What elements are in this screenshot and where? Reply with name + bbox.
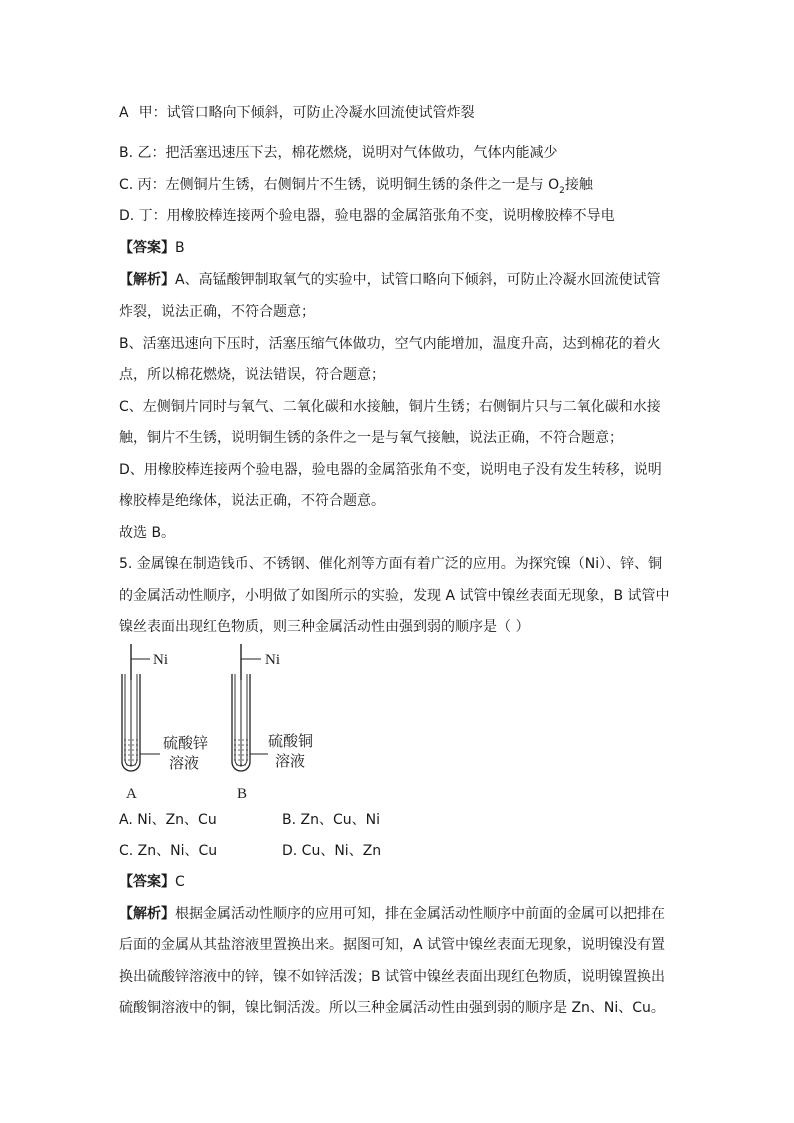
option-d: D. 丁：用橡胶棒连接两个验电器，验电器的金属箔张角不变，说明橡胶棒不导电 xyxy=(119,208,615,224)
q4-analysis-line-3: 点，所以棉花燃烧，说法错误，符合题意； xyxy=(119,367,385,383)
q4-analysis-line-6: D、用橡胶棒连接两个验电器，验电器的金属箔张角不变，说明电子没有发生转移，说明 xyxy=(119,462,662,478)
q4-analysis-line-2: B、活塞迅速向下压时，活塞压缩气体做功，空气内能增加，温度升高，达到棉花的着火 xyxy=(119,336,661,352)
tube-a-solution-word: 溶液 xyxy=(169,754,200,772)
option-c-subscript: 2 xyxy=(559,185,565,196)
q5-option-a: A. Ni、Zn、Cu xyxy=(119,812,217,828)
option-a-text: 甲：试管口略向下倾斜，可防止冷凝水回流使试管炸裂 xyxy=(138,105,475,121)
q5-analysis-line-1: 后面的金属从其盐溶液里置换出来。据图可知，A 试管中镍丝表面无现象，说明镍没有置 xyxy=(119,937,666,953)
answer-value: B xyxy=(175,240,185,256)
tube-a-label: A xyxy=(126,786,137,802)
q4-analysis-line-7: 橡胶棒是绝缘体，说法正确，不符合题意。 xyxy=(119,493,385,509)
test-tube-figure xyxy=(118,642,358,802)
option-c xyxy=(119,175,593,201)
q5-analysis-line-0: 【解析】根据金属活动性顺序的应用可知，排在金属活动性顺序中前面的金属可以把排在 xyxy=(119,906,665,922)
option-a-letter: A xyxy=(119,105,129,121)
option-c-post: 接触 xyxy=(564,177,593,193)
answer-value: C xyxy=(175,874,185,890)
analysis-tag: 【解析】 xyxy=(119,906,175,922)
q5-answer xyxy=(119,872,185,892)
tube-a-wire-label: Ni xyxy=(153,652,168,668)
q5-stem-line-1: 的金属活动性顺序，小明做了如图所示的实验，发现 A 试管中镍丝表面无现象，B 试管中 xyxy=(119,588,670,604)
tube-b-solution-word: 溶液 xyxy=(275,752,306,770)
option-b: B. 乙：把活塞迅速压下去，棉花燃烧，说明对气体做功，气体内能减少 xyxy=(119,145,558,161)
tube-a-solution-name: 硫酸锌 xyxy=(163,734,209,752)
answer-tag: 【答案】 xyxy=(119,240,175,256)
answer-tag: 【答案】 xyxy=(119,874,175,890)
option-c-pre: C. 丙：左侧铜片生锈，右侧铜片不生锈，说明铜生锈的条件之一是与 O xyxy=(119,177,560,193)
q4-analysis-line-0: 【解析】A、高锰酸钾制取氧气的实验中，试管口略向下倾斜，可防止冷凝水回流使试管 xyxy=(119,272,661,288)
q5-analysis-line-2: 换出硫酸锌溶液中的锌，镍不如锌活泼；B 试管中镍丝表面出现红色物质，说明镍置换出 xyxy=(119,969,666,985)
option-a xyxy=(119,103,475,123)
q5-option-b: B. Zn、Cu、Ni xyxy=(282,812,380,828)
q4-analysis-line-5: 触，铜片不生锈，说明铜生锈的条件之一是与氧气接触，说法正确，不符合题意； xyxy=(119,430,623,446)
tube-b xyxy=(232,644,268,771)
q4-analysis-line-1: 炸裂，说法正确，不符合题意； xyxy=(119,304,315,320)
q5-option-d: D. Cu、Ni、Zn xyxy=(282,843,382,859)
tube-b-solution-name: 硫酸铜 xyxy=(268,732,314,750)
analysis-tag: 【解析】 xyxy=(119,272,175,288)
q4-analysis-line-4: C、左侧铜片同时与氧气、二氧化碳和水接触，铜片生锈；右侧铜片只与二氧化碳和水接 xyxy=(119,399,661,415)
q5-option-c: C. Zn、Ni、Cu xyxy=(119,843,218,859)
tube-b-wire-label: Ni xyxy=(265,652,280,668)
q5-analysis-line-3: 硫酸铜溶液中的铜，镍比铜活泼。所以三种金属活动性由强到弱的顺序是 Zn、Ni、Cu。 xyxy=(119,1000,665,1016)
tube-b-label: B xyxy=(237,786,248,802)
q5-stem-line-2: 镍丝表面出现红色物质，则三种金属活动性由强到弱的顺序是（ ） xyxy=(119,619,530,635)
q4-conclusion: 故选 B。 xyxy=(119,525,176,541)
q4-answer xyxy=(119,238,185,258)
q5-stem-line-0: 5. 金属镍在制造钱币、不锈钢、催化剂等方面有着广泛的应用。为探究镍（Ni）、锌、铜 xyxy=(119,556,663,572)
